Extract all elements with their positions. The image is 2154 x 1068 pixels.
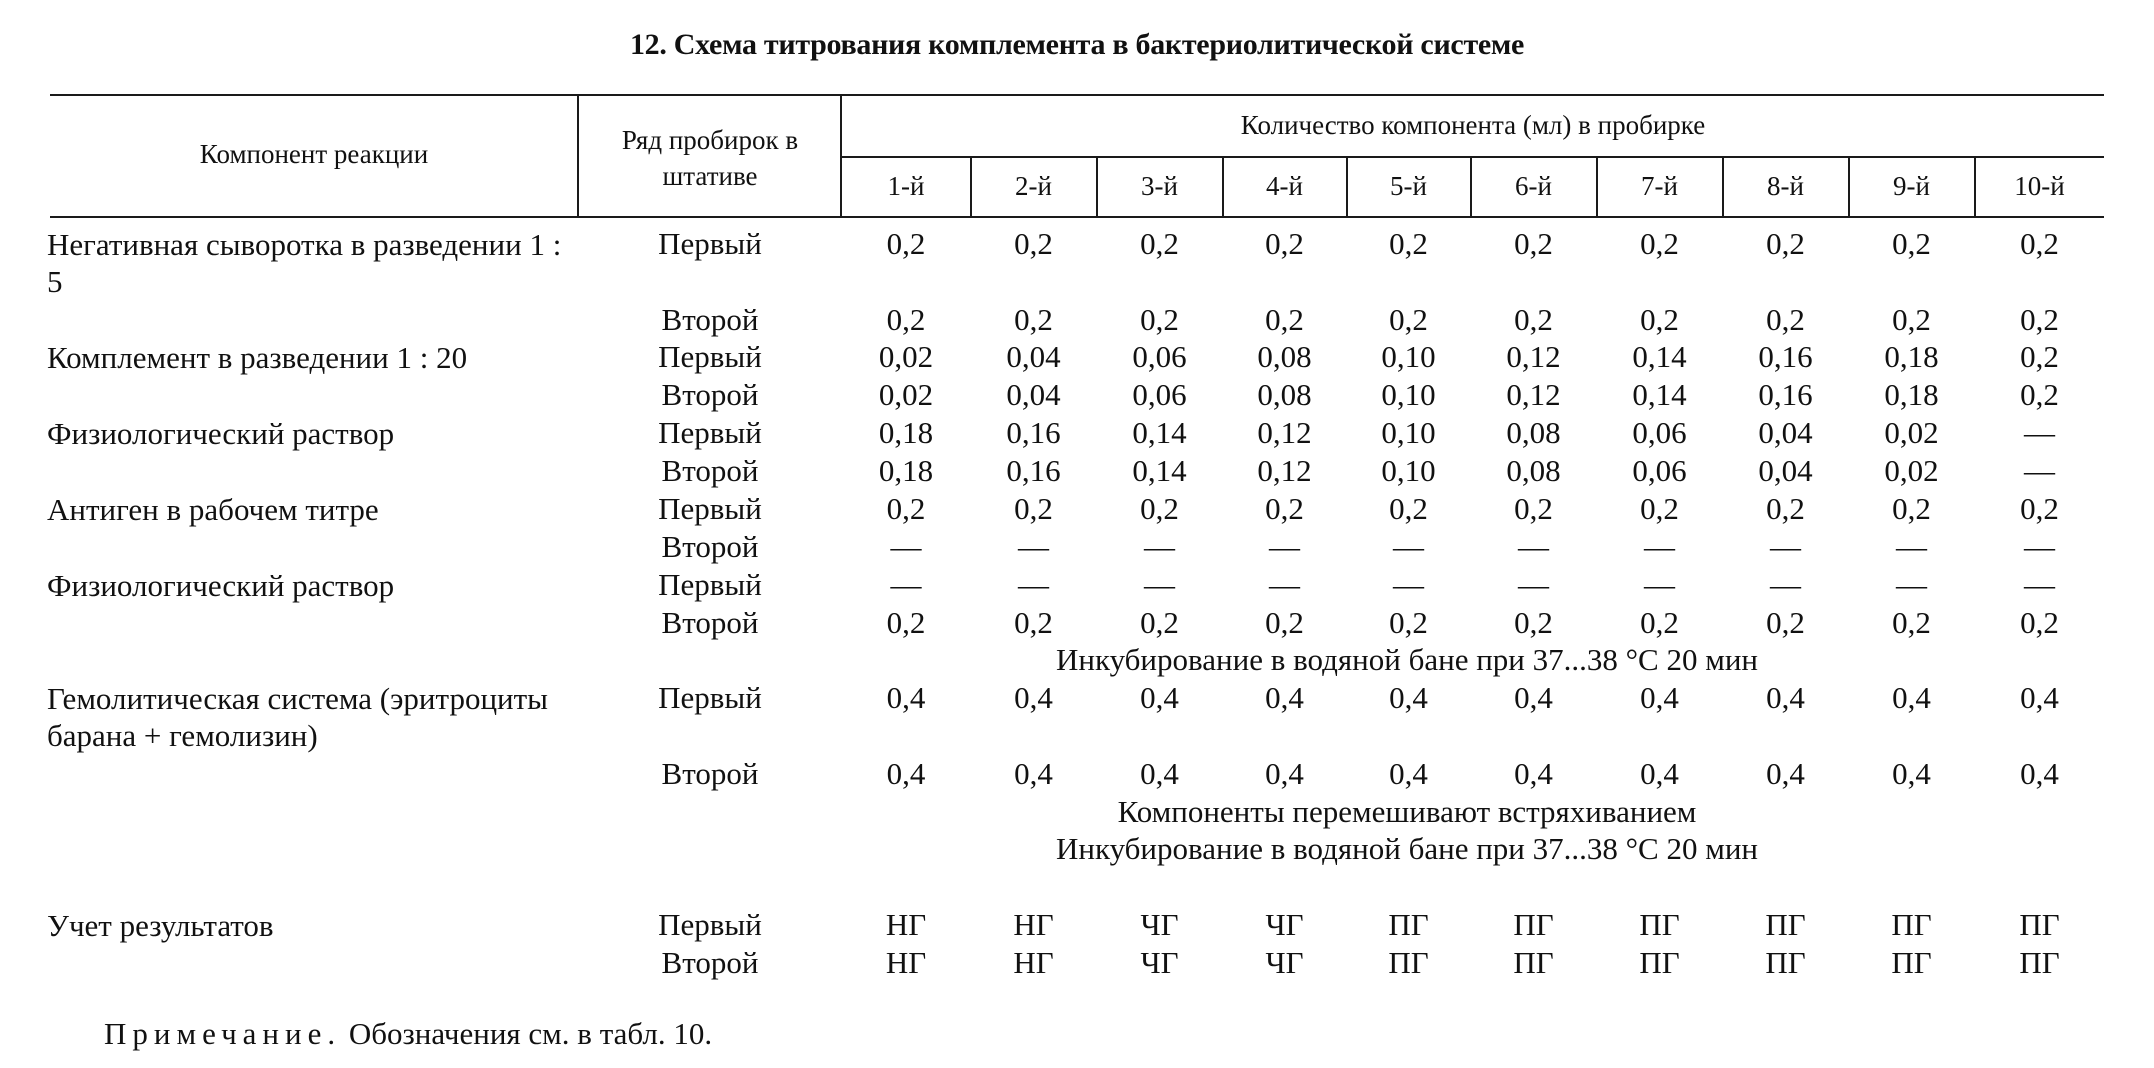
tube-header: 10-й xyxy=(2014,171,2065,201)
table-cell: 0,2 xyxy=(1389,226,1428,261)
table-cell: 0,2 xyxy=(1014,226,1053,261)
table-cell: 0,2 xyxy=(2020,377,2059,412)
table-cell: 0,2 xyxy=(1766,302,1805,337)
table-cell: 0,2 xyxy=(1892,226,1931,261)
table-cell: 0,4 xyxy=(886,756,926,791)
table-cell: 0,4 xyxy=(1640,680,1679,715)
table-row xyxy=(0,491,2154,527)
table-cell: 0,16 xyxy=(1758,377,1813,412)
table-cell: 0,2 xyxy=(1514,491,1553,526)
table-cell: 0,2 xyxy=(1140,226,1179,261)
component-label: Физиологический раствор xyxy=(47,568,395,603)
table-cell: 0,08 xyxy=(1506,453,1561,488)
header-component: Компонент реакции xyxy=(199,139,429,169)
row-series-label: Первый xyxy=(658,567,762,602)
table-cell: — xyxy=(2024,415,2055,450)
table-cell: ЧГ xyxy=(1140,945,1179,980)
table-row xyxy=(0,453,2154,489)
table-cell: 0,2 xyxy=(1265,302,1304,337)
table-cell: 0,2 xyxy=(886,605,926,640)
header-bottom-rule xyxy=(50,216,2104,218)
tube-header: 6-й xyxy=(1515,171,1552,201)
table-cell: НГ xyxy=(1013,907,1054,942)
incubation-note: Инкубирование в водяной бане при 37...38 °С 20 мин xyxy=(1055,642,1759,677)
table-cell: 0,10 xyxy=(1381,377,1436,412)
row-series-label: Первый xyxy=(658,339,762,374)
table-row xyxy=(0,226,2154,262)
tube-header: 9-й xyxy=(1893,171,1930,201)
table-cell: 0,2 xyxy=(1892,302,1931,337)
table-cell: ПГ xyxy=(1891,907,1932,942)
row-series-label: Первый xyxy=(658,491,762,526)
tube-header: 7-й xyxy=(1641,171,1678,201)
table-cell: 0,2 xyxy=(1265,226,1304,261)
table-cell: ЧГ xyxy=(1265,945,1304,980)
table-cell: ПГ xyxy=(2019,945,2060,980)
table-cell: 0,2 xyxy=(2020,302,2059,337)
table-cell: 0,04 xyxy=(1758,453,1813,488)
table-cell: 0,14 xyxy=(1632,377,1687,412)
table-cell: 0,12 xyxy=(1257,415,1312,450)
table-cell: ПГ xyxy=(1639,907,1680,942)
table-cell: 0,2 xyxy=(1014,302,1053,337)
row-series-label: Второй xyxy=(661,529,759,564)
component-label: Комплемент в разведении 1 : 20 xyxy=(47,340,468,375)
table-cell: 0,04 xyxy=(1758,415,1813,450)
table-row xyxy=(0,377,2154,413)
table-cell: 0,2 xyxy=(886,302,926,337)
table-row xyxy=(0,756,2154,792)
table-cell: 0,04 xyxy=(1006,377,1061,412)
table-cell: 0,06 xyxy=(1632,453,1687,488)
table-cell: 0,4 xyxy=(2020,756,2059,791)
table-cell: 0,02 xyxy=(878,377,934,412)
table-cell: ПГ xyxy=(1765,907,1806,942)
table-cell: 0,4 xyxy=(1140,756,1179,791)
row-series-label: Второй xyxy=(661,605,759,640)
row-series-label: Второй xyxy=(661,377,759,412)
component-label: Негативная сыворотка в разведении 1 : 5 xyxy=(47,227,562,299)
table-cell: 0,2 xyxy=(1265,605,1304,640)
row-series-label: Второй xyxy=(661,945,759,980)
table-cell: 0,2 xyxy=(1892,605,1931,640)
table-cell: 0,18 xyxy=(878,415,934,450)
table-cell: — xyxy=(890,567,922,602)
row-series-label: Первый xyxy=(658,907,762,942)
table-cell: — xyxy=(1896,529,1927,564)
table-cell: ЧГ xyxy=(1265,907,1304,942)
table-row xyxy=(0,302,2154,338)
row-series-label: Второй xyxy=(661,756,759,791)
table-cell: 0,2 xyxy=(1514,226,1553,261)
table-cell: ПГ xyxy=(2019,907,2060,942)
component-label: Учет результатов xyxy=(47,908,274,943)
table-cell: 0,14 xyxy=(1132,415,1187,450)
table-cell: 0,4 xyxy=(1389,680,1428,715)
header-divider xyxy=(577,95,579,217)
table-cell: 0,4 xyxy=(1766,680,1805,715)
table-cell: 0,4 xyxy=(2020,680,2059,715)
table-row xyxy=(0,529,2154,565)
table-cell: НГ xyxy=(885,907,927,942)
table-cell: ПГ xyxy=(1388,907,1429,942)
table-cell: — xyxy=(1393,567,1424,602)
table-cell: — xyxy=(1269,567,1300,602)
table-cell: — xyxy=(1518,529,1549,564)
table-cell: — xyxy=(1144,529,1175,564)
table-cell: 0,2 xyxy=(1389,491,1428,526)
table-cell: — xyxy=(1518,567,1549,602)
table-cell: — xyxy=(1896,567,1927,602)
tube-header: 5-й xyxy=(1390,171,1427,201)
table-cell: — xyxy=(1269,529,1300,564)
table-cell: 0,06 xyxy=(1132,377,1187,412)
table-cell: 0,2 xyxy=(1514,605,1553,640)
table-cell: 0,4 xyxy=(1514,680,1553,715)
table-cell: 0,2 xyxy=(1140,605,1179,640)
table-cell: 0,2 xyxy=(1640,226,1679,261)
table-cell: НГ xyxy=(885,945,927,980)
table-cell: 0,2 xyxy=(1514,302,1553,337)
table-cell: 0,4 xyxy=(886,680,926,715)
component-label: Гемолитическая система (эритроциты барана + гемолизин) xyxy=(47,681,548,753)
table-cell: 0,10 xyxy=(1381,339,1436,374)
table-cell: 0,4 xyxy=(1140,680,1179,715)
table-cell: ПГ xyxy=(1765,945,1806,980)
table-cell: — xyxy=(1018,567,1049,602)
table-cell: 0,2 xyxy=(2020,226,2059,261)
table-cell: 0,18 xyxy=(1884,377,1939,412)
table-cell: — xyxy=(1644,567,1675,602)
table-cell: — xyxy=(1144,567,1175,602)
table-cell: 0,02 xyxy=(878,339,934,374)
table-cell: 0,2 xyxy=(886,491,926,526)
table-cell: — xyxy=(890,529,922,564)
table-title: 12. Схема титрования комплемента в бактериолитической системе xyxy=(629,28,1525,61)
table-cell: — xyxy=(2024,453,2055,488)
table-cell: НГ xyxy=(1013,945,1054,980)
table-cell: — xyxy=(1770,567,1801,602)
table-cell: 0,4 xyxy=(1265,756,1304,791)
table-cell: 0,2 xyxy=(1140,302,1179,337)
table-cell: 0,12 xyxy=(1506,339,1561,374)
tube-header: 2-й xyxy=(1015,171,1052,201)
tube-header: 3-й xyxy=(1141,171,1178,201)
table-row xyxy=(0,567,2154,603)
table-cell: 0,04 xyxy=(1006,339,1061,374)
table-cell: 0,10 xyxy=(1381,415,1436,450)
table-cell: ПГ xyxy=(1513,945,1554,980)
table-cell: 0,4 xyxy=(1892,756,1931,791)
table-cell: 0,2 xyxy=(1389,605,1428,640)
table-cell: 0,08 xyxy=(1506,415,1561,450)
footnote-text: Обозначения см. в табл. 10. xyxy=(348,1016,713,1051)
table-cell: 0,4 xyxy=(1265,680,1304,715)
table-cell: 0,4 xyxy=(1892,680,1931,715)
table-row xyxy=(0,945,2154,981)
table-cell: 0,14 xyxy=(1632,339,1687,374)
table-cell: ЧГ xyxy=(1140,907,1179,942)
tube-header: 4-й xyxy=(1266,171,1303,201)
table-cell: — xyxy=(2024,567,2055,602)
table-cell: 0,02 xyxy=(1884,415,1939,450)
table-cell: 0,14 xyxy=(1132,453,1187,488)
table-cell: 0,4 xyxy=(1389,756,1428,791)
table-cell: 0,2 xyxy=(1892,491,1931,526)
table-cell: 0,2 xyxy=(2020,605,2059,640)
table-cell: — xyxy=(2024,529,2055,564)
table-cell: 0,16 xyxy=(1006,453,1061,488)
incubation-note: Инкубирование в водяной бане при 37...38 °С 20 мин xyxy=(1055,831,1759,866)
table-cell: 0,4 xyxy=(1640,756,1679,791)
table-cell: 0,2 xyxy=(1766,226,1805,261)
table-cell: — xyxy=(1770,529,1801,564)
table-cell: 0,06 xyxy=(1132,339,1187,374)
table-cell: 0,2 xyxy=(1640,302,1679,337)
footnote xyxy=(104,1016,712,1052)
table-cell: 0,16 xyxy=(1758,339,1813,374)
table-cell: 0,2 xyxy=(1389,302,1428,337)
table-cell: 0,08 xyxy=(1257,339,1312,374)
table-cell: 0,2 xyxy=(886,226,926,261)
table-cell: 0,2 xyxy=(1014,491,1053,526)
table-cell: 0,2 xyxy=(1640,491,1679,526)
tube-header: 1-й xyxy=(887,171,925,201)
table-cell: 0,12 xyxy=(1257,453,1312,488)
table-cell: 0,4 xyxy=(1014,756,1053,791)
table-cell: — xyxy=(1393,529,1424,564)
table-cell: 0,06 xyxy=(1632,415,1687,450)
table-row xyxy=(0,907,2154,943)
table-cell: 0,2 xyxy=(1140,491,1179,526)
table-cell: 0,4 xyxy=(1766,756,1805,791)
table-row xyxy=(0,680,2154,716)
component-label: Физиологический раствор xyxy=(47,416,395,451)
footnote-label: Примечание. xyxy=(104,1016,342,1051)
table-row xyxy=(0,415,2154,451)
table-cell: ПГ xyxy=(1639,945,1680,980)
header-quantity: Количество компонента (мл) в пробирке xyxy=(1240,110,1706,140)
mixing-note: Компоненты перемешивают встряхиванием xyxy=(1117,794,1697,829)
quantity-subheader-rule xyxy=(840,156,2104,158)
table-cell: — xyxy=(1018,529,1049,564)
table-cell: — xyxy=(1644,529,1675,564)
table-row xyxy=(0,605,2154,641)
table-cell: 0,12 xyxy=(1506,377,1561,412)
header-row-series: Ряд пробирок в штативе xyxy=(621,125,799,191)
table-cell: 0,2 xyxy=(2020,491,2059,526)
row-series-label: Второй xyxy=(661,453,759,488)
table-cell: 0,10 xyxy=(1381,453,1436,488)
row-series-label: Первый xyxy=(658,680,762,715)
table-cell: 0,2 xyxy=(1265,491,1304,526)
table-cell: ПГ xyxy=(1388,945,1429,980)
table-cell: 0,4 xyxy=(1514,756,1553,791)
table-cell: 0,2 xyxy=(1766,491,1805,526)
table-cell: 0,02 xyxy=(1884,453,1939,488)
table-cell: 0,16 xyxy=(1006,415,1061,450)
table-cell: ПГ xyxy=(1891,945,1932,980)
table-cell: 0,2 xyxy=(1014,605,1053,640)
row-series-label: Первый xyxy=(658,226,762,261)
table-cell: 0,18 xyxy=(1884,339,1939,374)
table-cell: 0,18 xyxy=(878,453,934,488)
table-cell: 0,2 xyxy=(1766,605,1805,640)
table-cell: 0,4 xyxy=(1014,680,1053,715)
table-row xyxy=(0,339,2154,375)
table-cell: 0,08 xyxy=(1257,377,1312,412)
table-cell: 0,2 xyxy=(2020,339,2059,374)
component-label: Антиген в рабочем титре xyxy=(47,492,379,527)
row-series-label: Первый xyxy=(658,415,762,450)
table-cell: ПГ xyxy=(1513,907,1554,942)
row-series-label: Второй xyxy=(661,302,759,337)
table-cell: 0,2 xyxy=(1640,605,1679,640)
tube-header: 8-й xyxy=(1767,171,1804,201)
top-rule xyxy=(50,94,2104,96)
